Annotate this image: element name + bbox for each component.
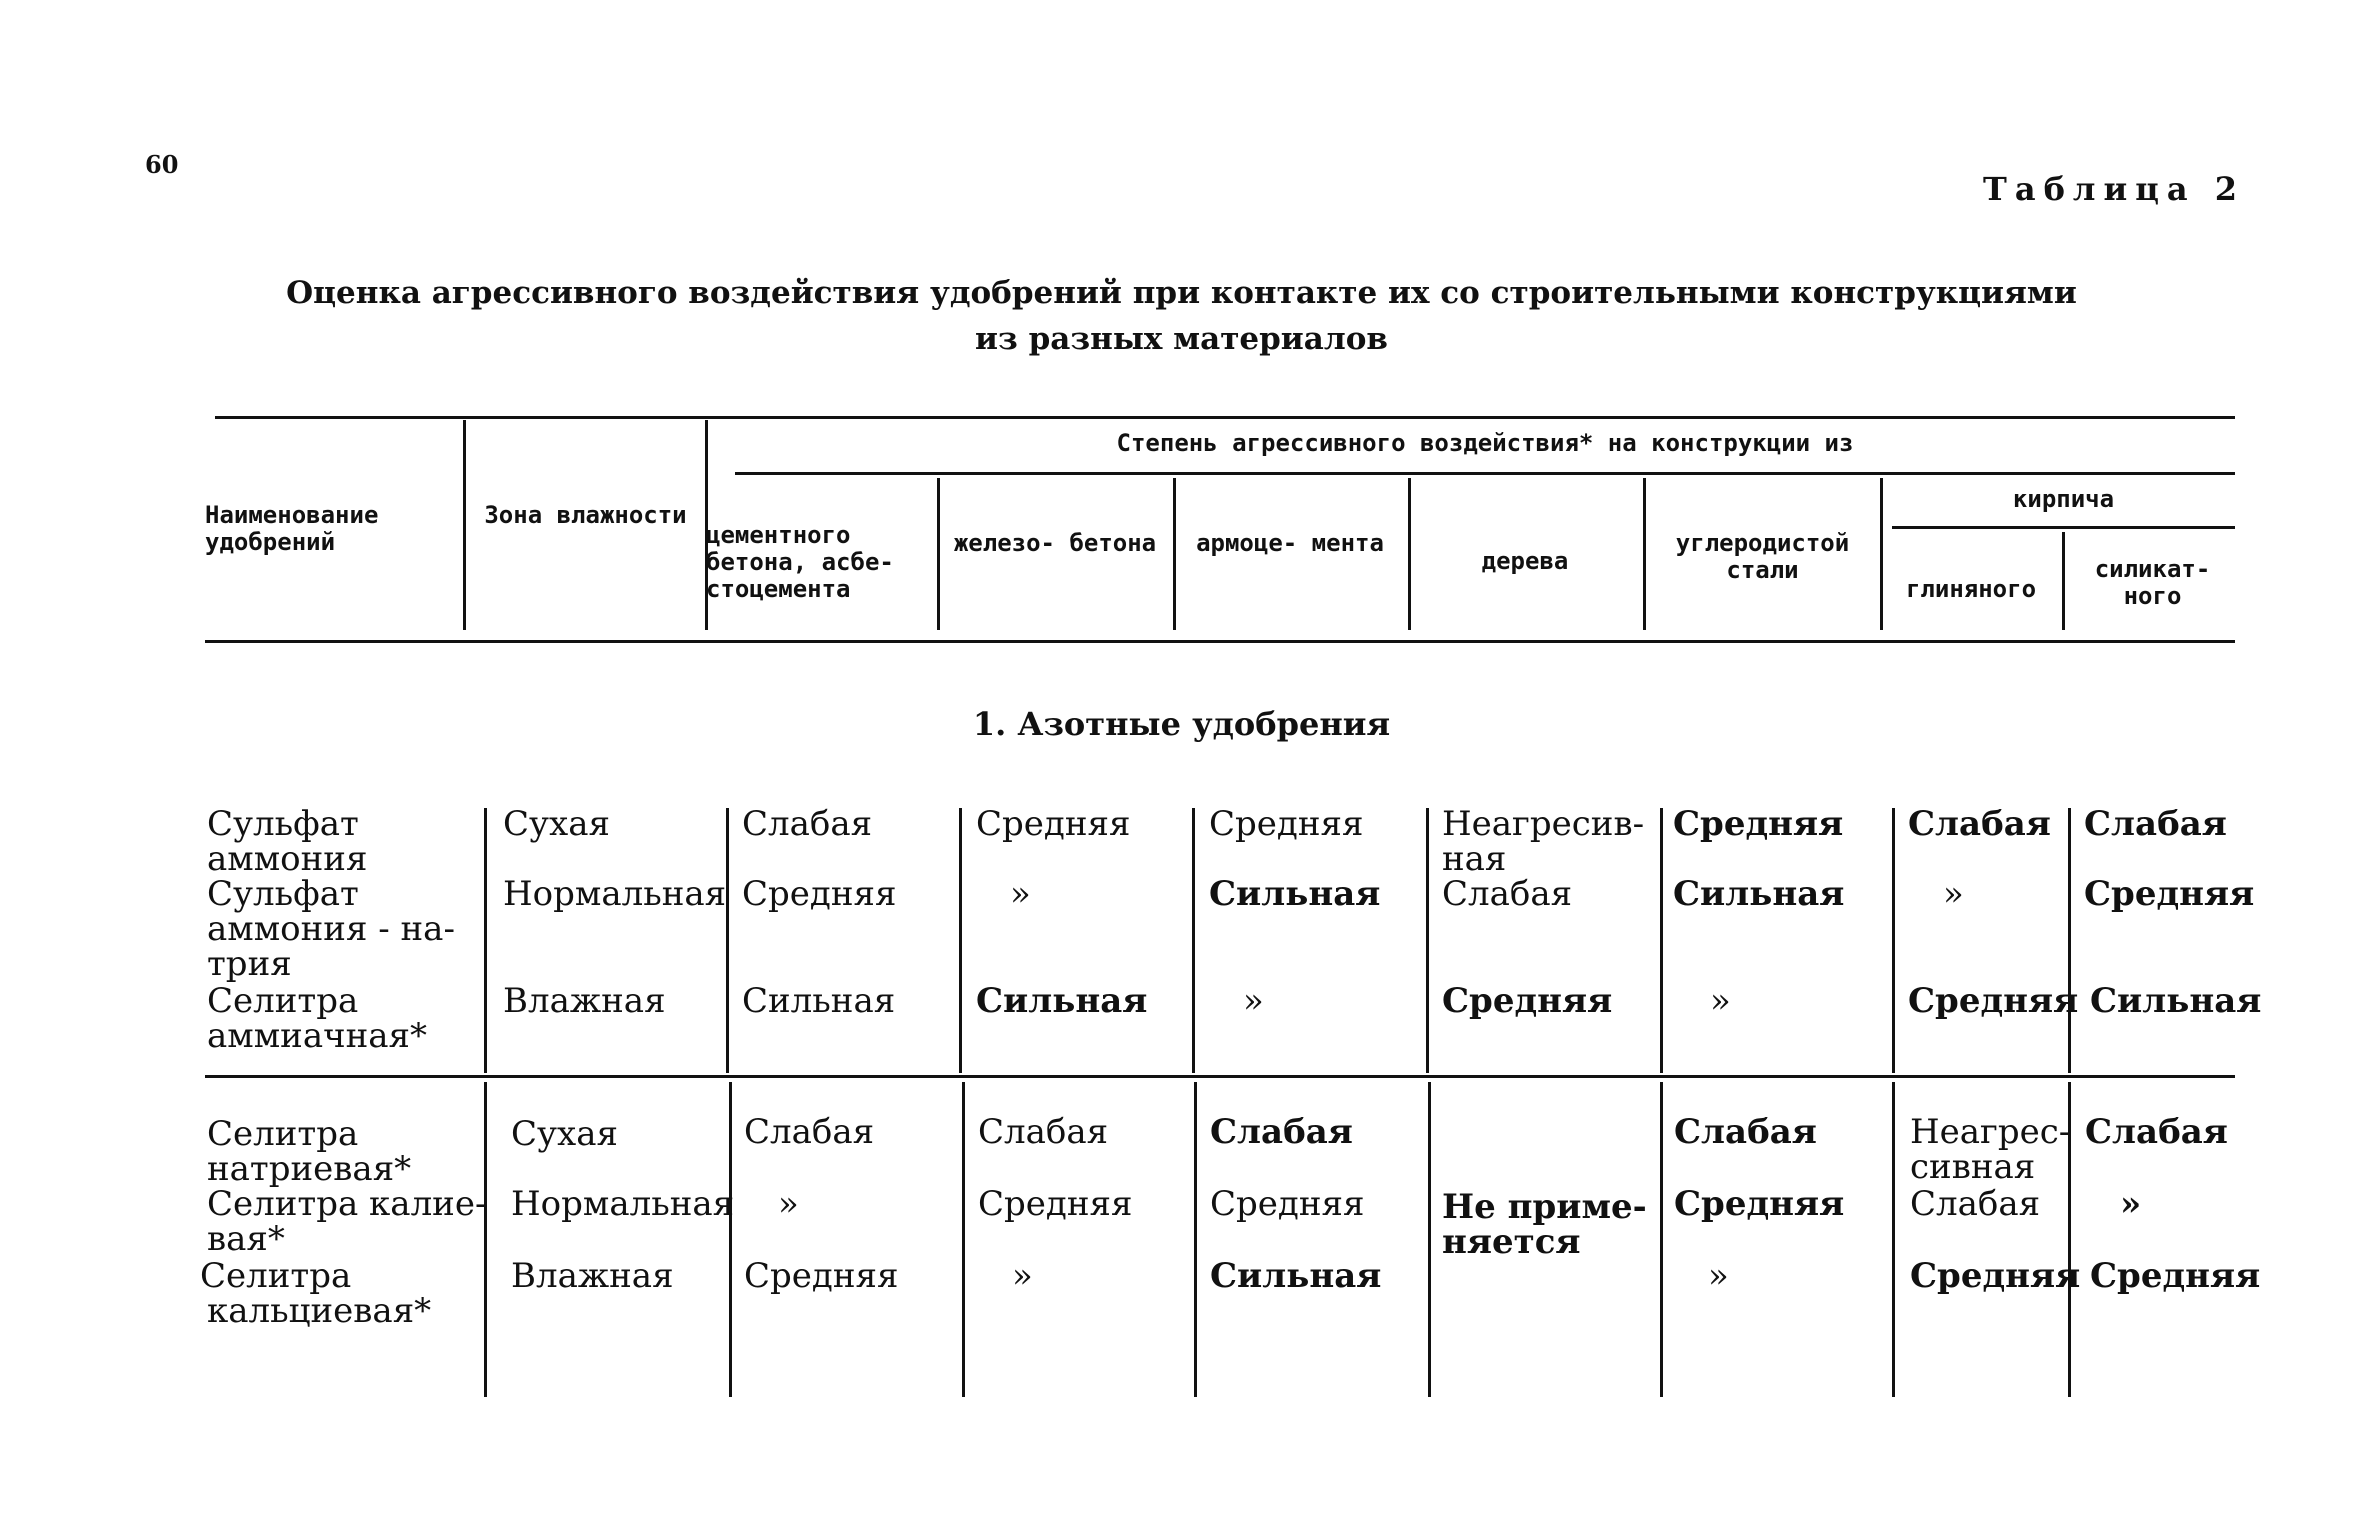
- humidity-zone: Сухая: [511, 1114, 618, 1154]
- wood-value-continuation: ная: [1442, 839, 1507, 879]
- body-divider: [959, 808, 962, 1073]
- col-zone-header: Зона влажности: [484, 501, 687, 529]
- section-title: 1. Азотные удобрения: [972, 705, 1391, 743]
- table-label: Таблица 2: [1983, 170, 2245, 208]
- col-cement-header: цементного бетона, асбе- стоцемента: [706, 521, 894, 603]
- col-steel-header: углеродистой стали: [1675, 529, 1850, 584]
- silicate-value: Слабая: [2085, 1112, 2228, 1152]
- body-divider: [1426, 808, 1429, 1073]
- cement-value: »: [778, 1184, 799, 1224]
- col-wood-header: дерева: [1481, 547, 1569, 575]
- humidity-zone: Нормальная: [511, 1184, 735, 1224]
- steel-value: Средняя: [1673, 804, 1844, 844]
- table-title-line-1: Оценка агрессивного воздействия удобрений при контакте их со строительными конструкциями: [286, 275, 2077, 311]
- steel-value: Средняя: [1674, 1184, 1845, 1224]
- wood-not-applicable: няется: [1442, 1222, 1581, 1262]
- arm-value: Сильная: [1210, 1256, 1382, 1296]
- rc-value: Слабая: [978, 1112, 1109, 1152]
- cement-value: Средняя: [744, 1256, 899, 1296]
- header-divider: [2062, 532, 2065, 630]
- arm-value: Средняя: [1210, 1184, 1365, 1224]
- header-divider: [463, 420, 466, 630]
- body-divider: [726, 808, 729, 1073]
- arm-value: »: [1243, 981, 1264, 1021]
- group-separator-rule: [205, 1075, 2235, 1078]
- body-divider: [1192, 808, 1195, 1073]
- clay-value: Средняя: [1910, 1256, 2081, 1296]
- fertilizer-name: аммиачная*: [207, 1016, 427, 1056]
- wood-value: Неагресив-: [1442, 804, 1645, 844]
- header-divider: [937, 478, 940, 630]
- silicate-value: »: [2120, 1184, 2142, 1224]
- clay-value-continuation: сивная: [1910, 1147, 2036, 1187]
- brick-rule: [1892, 526, 2235, 529]
- fertilizer-name: кальциевая*: [207, 1291, 432, 1331]
- col-clay-header: глиняного: [1905, 575, 2037, 603]
- body-divider: [1892, 1082, 1895, 1397]
- col-name-header: Наименование удобрений: [205, 501, 379, 556]
- steel-value: Сильная: [1673, 874, 1845, 914]
- humidity-zone: Нормальная: [503, 874, 727, 914]
- fertilizer-name: Сульфат: [207, 874, 359, 914]
- header-top-rule: [215, 416, 2235, 419]
- rc-value: Средняя: [976, 804, 1131, 844]
- body-divider: [484, 808, 487, 1073]
- col-rc-header: железо- бетона: [953, 529, 1157, 557]
- cement-value: Слабая: [742, 804, 873, 844]
- arm-value: Сильная: [1209, 874, 1381, 914]
- fertilizer-name: Сульфат: [207, 804, 359, 844]
- silicate-value: Сильная: [2090, 981, 2262, 1021]
- arm-value: Слабая: [1210, 1112, 1353, 1152]
- humidity-zone: Сухая: [503, 804, 610, 844]
- clay-value: Средняя: [1908, 981, 2079, 1021]
- clay-value: Слабая: [1910, 1184, 2041, 1224]
- clay-value: Неагрес-: [1910, 1112, 2071, 1152]
- wood-not-applicable: Не приме-: [1442, 1187, 1647, 1227]
- header-bottom-rule: [205, 640, 2235, 643]
- cement-value: Сильная: [742, 981, 896, 1021]
- silicate-value: Средняя: [2084, 874, 2255, 914]
- fertilizer-name: Селитра: [200, 1256, 352, 1296]
- clay-value: »: [1943, 874, 1964, 914]
- body-divider: [1660, 808, 1663, 1073]
- silicate-value: Слабая: [2084, 804, 2227, 844]
- col-brick-header: кирпича: [2012, 485, 2115, 513]
- header-divider: [1408, 478, 1411, 630]
- humidity-zone: Влажная: [511, 1256, 674, 1296]
- humidity-zone: Влажная: [503, 981, 666, 1021]
- wood-value: Средняя: [1442, 981, 1613, 1021]
- header-divider: [1643, 478, 1646, 630]
- arm-value: Средняя: [1209, 804, 1364, 844]
- fertilizer-name: Селитра: [207, 1114, 359, 1154]
- steel-value: »: [1710, 981, 1731, 1021]
- body-divider: [1892, 808, 1895, 1073]
- body-divider: [2068, 808, 2071, 1073]
- body-divider: [484, 1082, 487, 1397]
- fertilizer-name: Селитра калие-: [207, 1184, 487, 1224]
- clay-value: Слабая: [1908, 804, 2051, 844]
- body-divider: [962, 1082, 965, 1397]
- body-divider: [1428, 1082, 1431, 1397]
- rc-value: Средняя: [978, 1184, 1133, 1224]
- fertilizer-name: трия: [207, 944, 292, 984]
- fertilizer-name: аммония: [207, 839, 368, 879]
- group-rule: [735, 472, 2235, 475]
- wood-value: Слабая: [1442, 874, 1573, 914]
- body-divider: [729, 1082, 732, 1397]
- col-silicate-header: силикат- ного: [2094, 555, 2211, 610]
- steel-value: Слабая: [1674, 1112, 1817, 1152]
- col-group-header: Степень агрессивного воздействия* на конструкции из: [1116, 429, 1854, 457]
- rc-value: »: [1012, 1256, 1033, 1296]
- fertilizer-name: аммония - на-: [207, 909, 455, 949]
- cement-value: Средняя: [742, 874, 897, 914]
- silicate-value: Средняя: [2090, 1256, 2261, 1296]
- rc-value: »: [1010, 874, 1031, 914]
- col-arm-header: армоце- мента: [1196, 529, 1384, 557]
- table-title-line-2: из разных материалов: [975, 321, 1388, 357]
- cement-value: Слабая: [744, 1112, 875, 1152]
- rc-value: Сильная: [976, 981, 1148, 1021]
- fertilizer-name: натриевая*: [207, 1149, 412, 1189]
- steel-value: »: [1708, 1256, 1729, 1296]
- page-number: 60: [145, 150, 179, 179]
- header-divider: [1880, 478, 1883, 630]
- body-divider: [1660, 1082, 1663, 1397]
- body-divider: [1194, 1082, 1197, 1397]
- header-divider: [1173, 478, 1176, 630]
- fertilizer-name: Селитра: [207, 981, 359, 1021]
- fertilizer-name: вая*: [207, 1219, 285, 1259]
